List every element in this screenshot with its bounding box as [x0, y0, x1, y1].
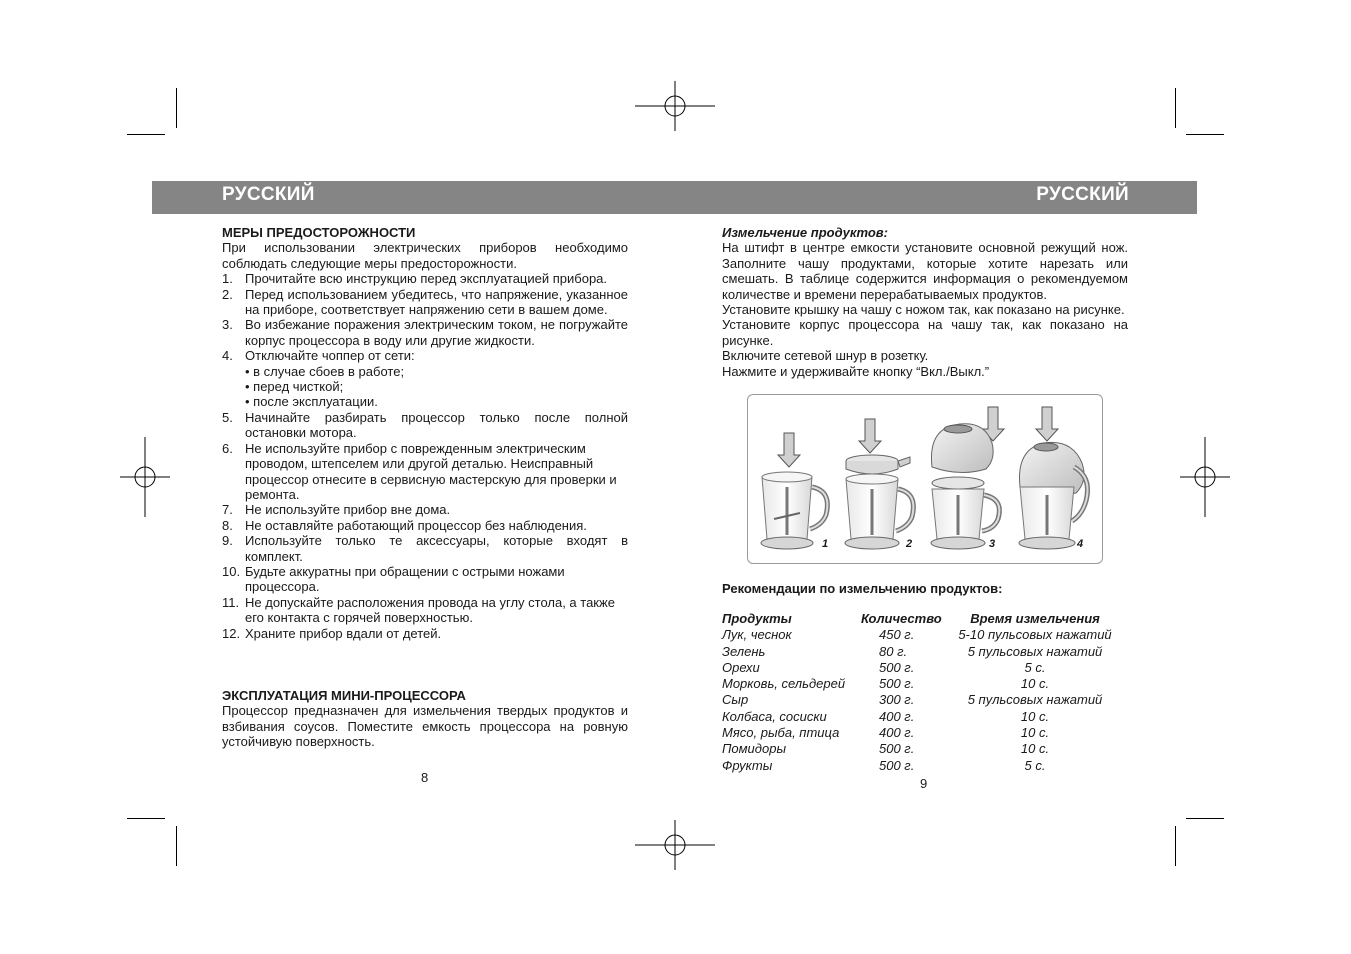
list-number: 2.: [222, 286, 233, 302]
section-title-chopping: Измельчение продуктов:: [722, 225, 888, 240]
list-item: [222, 441, 628, 503]
list-number: 3.: [222, 317, 233, 333]
list-text: Не допускайте расположения провода на углу стола, а также его контакта с горячей поверхностью.: [245, 594, 615, 626]
cell-quantity: 450 г.: [879, 627, 915, 643]
crop-mark: [127, 818, 165, 819]
list-text: Не используйте прибор вне дома.: [245, 502, 451, 518]
list-item: [222, 317, 628, 348]
cell-product: Орехи: [722, 659, 760, 675]
list-text: Во избежание поражения электрическим током, не погружайте корпус процессора в воду или другие жидкости.: [245, 317, 628, 348]
list-item: [222, 626, 628, 641]
cell-product: Мясо, рыба, птица: [722, 725, 840, 741]
assembly-illustration: [747, 394, 1103, 564]
list-text: Не используйте прибор с поврежденным электрическим проводом, штепселем или другой деталью. Неисправный процессор отнесите в сервисную мастерскую для проверки и ремонта.: [245, 440, 617, 502]
cell-product: Колбаса, сосиски: [722, 708, 827, 724]
crop-mark: [176, 826, 177, 866]
list-number: 8.: [222, 517, 233, 533]
banner-title-left: РУССКИЙ: [222, 184, 315, 205]
list-number: 12.: [222, 625, 241, 641]
language-banner: [152, 181, 1197, 214]
list-number: 10.: [222, 563, 241, 579]
crop-mark: [1186, 134, 1224, 135]
registration-mark-right: [1165, 437, 1245, 517]
list-number: 7.: [222, 502, 233, 518]
header-quantity: Количество: [861, 611, 942, 626]
cell-time: 10 с.: [1020, 708, 1050, 724]
chopping-para: Установите корпус процессора на чашу так, как показано на рисунке.: [722, 317, 1128, 348]
section-title-precautions: МЕРЫ ПРЕДОСТОРОЖНОСТИ: [222, 225, 416, 240]
cell-quantity: 80 г.: [879, 643, 908, 659]
crop-mark: [176, 88, 177, 128]
operation-text: Процессор предназначен для измельчения твердых продуктов и взбивания соусов. Поместите емкость процессора на ровную устойчивую поверхность.: [222, 703, 628, 750]
right-page-content: [722, 225, 1128, 379]
cell-product: Сыр: [722, 692, 749, 708]
list-text: Не оставляйте работающий процессор без наблюдения.: [245, 517, 587, 533]
list-item: [222, 287, 628, 318]
page-number-right: 9: [920, 776, 928, 791]
list-number: 4.: [222, 348, 233, 364]
list-text: Отключайте чоппер от сети:: [245, 348, 415, 364]
list-number: 5.: [222, 409, 233, 425]
chopping-para: Включите сетевой шнур в розетку.: [722, 348, 929, 364]
list-number: 11.: [222, 594, 240, 610]
cell-quantity: 400 г.: [879, 725, 915, 741]
chopping-para: На штифт в центре емкости установите основной режущий нож. Заполните чашу продуктами, которые хотите нарезать или смешать. В таблице содержится информация о рекомендуемом количестве и времени перерабатываемых продуктов.: [722, 240, 1128, 302]
step-3-drawing: [931, 407, 1004, 549]
list-item: [222, 348, 628, 363]
assembly-steps-drawing: [748, 395, 1102, 563]
cell-time: 10 с.: [1020, 725, 1050, 741]
list-text: Прочитайте всю инструкцию перед эксплуатацией прибора.: [245, 271, 608, 287]
cell-quantity: 500 г.: [879, 757, 915, 773]
step-4-drawing: [1019, 407, 1088, 549]
cell-time: 5 пульсовых нажатий: [967, 643, 1103, 659]
sub-item: • после эксплуатации.: [245, 394, 378, 410]
step-2-drawing: [845, 419, 913, 549]
page-number-left: 8: [421, 770, 429, 785]
header-products: Продукты: [722, 611, 792, 626]
list-text: Будьте аккуратны при обращении с острыми ножами процессора.: [245, 563, 565, 595]
sub-item: • в случае сбоев в работе;: [245, 363, 405, 379]
list-item: [222, 271, 628, 286]
crop-mark: [1175, 88, 1176, 128]
cell-quantity: 300 г.: [879, 692, 915, 708]
list-item: [222, 564, 628, 595]
list-item: [222, 533, 628, 564]
chopping-para: Установите крышку на чашу с ножом так, как показано на рисунке.: [722, 302, 1125, 318]
crop-mark: [1186, 818, 1224, 819]
figure-label-3: 3: [989, 538, 996, 550]
cell-quantity: 500 г.: [879, 741, 915, 757]
cell-quantity: 500 г.: [879, 659, 915, 675]
figure-label-1: 1: [822, 538, 829, 550]
list-text: Используйте только те аксессуары, которые входят в комплект.: [245, 533, 628, 564]
left-page-operation: [222, 688, 628, 750]
cell-quantity: 500 г.: [879, 676, 915, 692]
precautions-intro: При использовании электрических приборов необходимо соблюдать следующие меры предосторожности.: [222, 240, 628, 271]
left-page-content: [222, 225, 628, 641]
chopping-para: Нажмите и удерживайте кнопку “Вкл./Выкл.”: [722, 363, 990, 379]
list-number: 9.: [222, 533, 233, 549]
list-item: [222, 502, 628, 517]
cell-time: 5-10 пульсовых нажатий: [958, 627, 1112, 643]
list-text: Начинайте разбирать процессор только после полной остановки мотора.: [245, 409, 628, 441]
list-number: 6.: [222, 440, 233, 456]
sub-item: • перед чисткой;: [245, 379, 344, 395]
cell-time: 5 пульсовых нажатий: [967, 692, 1103, 708]
list-text: Храните прибор вдали от детей.: [245, 625, 442, 641]
crop-mark: [1175, 826, 1176, 866]
list-item: [222, 410, 628, 441]
cell-product: Фрукты: [722, 757, 773, 773]
list-item: [222, 518, 628, 533]
step-1-drawing: [761, 433, 827, 549]
figure-label-4: 4: [1077, 538, 1084, 550]
list-text: Перед использованием убедитесь, что напряжение, указанное на приборе, соответствует напряжению сети в вашем доме.: [245, 286, 628, 318]
list-item: [222, 595, 628, 626]
section-title-operation: ЭКСПЛУАТАЦИЯ МИНИ-ПРОЦЕССОРА: [222, 688, 466, 703]
list-number: 1.: [222, 271, 233, 287]
registration-mark-bottom: [635, 810, 715, 890]
cell-product: Лук, чеснок: [722, 627, 792, 643]
cell-product: Помидоры: [722, 741, 787, 757]
cell-time: 10 с.: [1020, 741, 1050, 757]
cell-product: Зелень: [722, 643, 766, 659]
figure-label-2: 2: [906, 538, 913, 550]
cell-product: Морковь, сельдерей: [722, 676, 846, 692]
registration-mark-top: [635, 71, 715, 151]
table-title: Рекомендации по измельчению продуктов:: [722, 581, 1003, 596]
registration-mark-left: [105, 437, 185, 517]
cell-time: 5 с.: [1024, 659, 1046, 675]
header-time: Время измельчения: [970, 611, 1100, 626]
cell-time: 5 с.: [1024, 757, 1046, 773]
cell-time: 10 с.: [1020, 676, 1050, 692]
cell-quantity: 400 г.: [879, 708, 915, 724]
banner-title-right: РУССКИЙ: [1036, 184, 1129, 205]
crop-mark: [127, 134, 165, 135]
